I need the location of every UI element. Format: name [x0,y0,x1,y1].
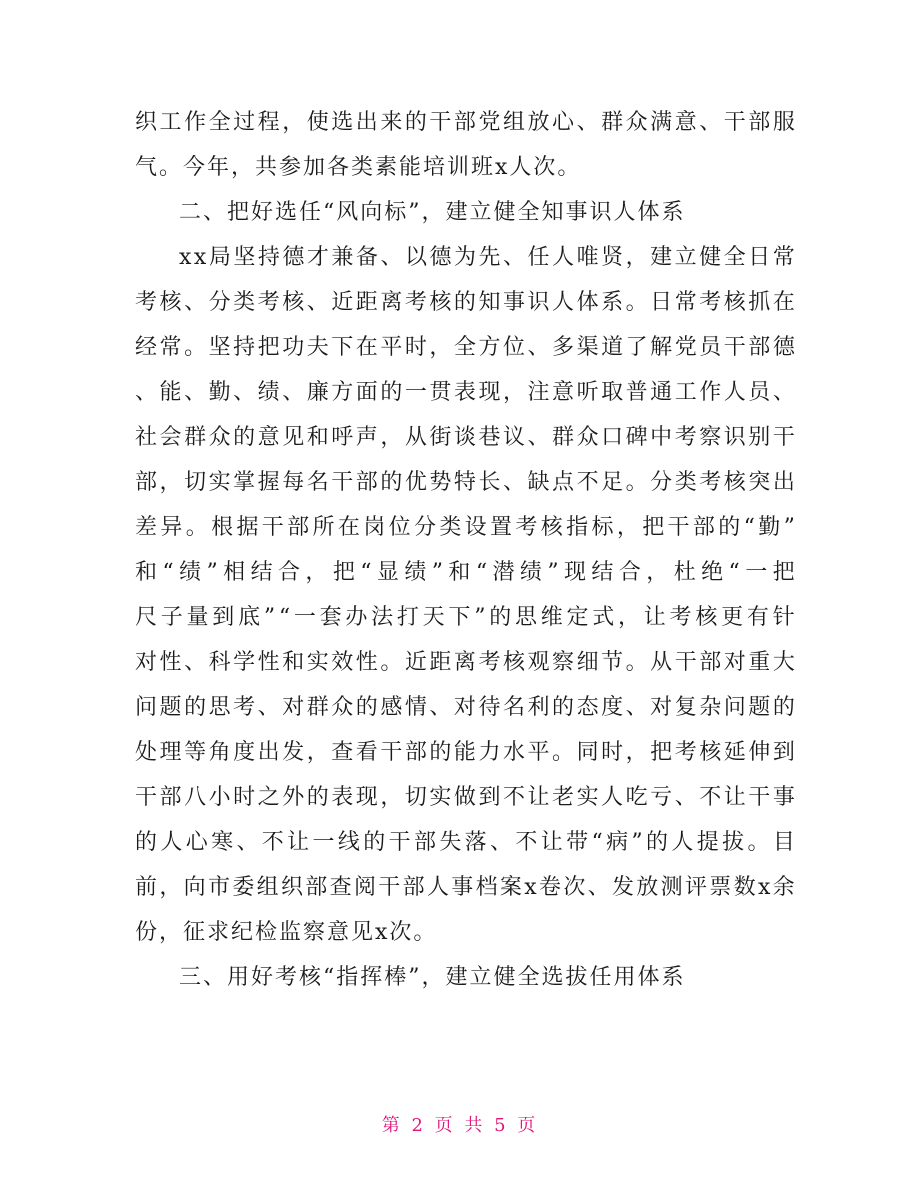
text-line: 气。今年，共参加各类素能培训班x人次。 [135,155,582,180]
text-line: 尺 子 量 到 底 ” “ 一 套 办 法 打 天 下 ” 的 思 维 定 式 ， 让 考 核 更 有 针 [135,605,795,630]
text-line: 问 题 的 思 考 、 对 群 众 的 感 情 、 对 待 名 利 的 态 度 、 对 复 杂 问 题 的 [135,695,795,720]
text-line: 、 能 、 勤 、 绩 、 廉 方 面 的 一 贯 表 现 ， 注 意 听 取 普 通 工 作 人 员 、 [135,380,795,405]
text-line: 的 人 心 寒 、 不 让 一 线 的 干 部 失 落 、 不 让 带 “ 病 ” 的 人 提 拔 。 目 [135,830,795,855]
text-line: x x 局 坚 持 德 才 兼 备 、 以 德 为 先 、 任 人 唯 贤 ， 建 立 健 全 日 常 [179,245,795,270]
text-line: 前 ， 向 市 委 组 织 部 查 阅 干 部 人 事 档 案 x 卷 次 、 发 放 测 评 票 数 x 余 [135,875,795,900]
document-body [135,100,795,1000]
text-line: 考 核 、 分 类 考 核 、 近 距 离 考 核 的 知 事 识 人 体 系 。 日 常 考 核 抓 在 [135,290,795,315]
page-footer: 第 2 页 共 5 页 [381,1115,539,1136]
section-heading: 二、把好选任“风向标”，建立健全知事识人体系 [179,200,686,225]
text-line: 处 理 等 角 度 出 发 ， 查 看 干 部 的 能 力 水 平 。 同 时 ， 把 考 核 延 伸 到 [135,740,795,765]
text-line: 织 工 作 全 过 程 ， 使 选 出 来 的 干 部 党 组 放 心 、 群 众 满 意 、 干 部 服 [135,110,795,135]
text-line: 经 常 。 坚 持 把 功 夫 下 在 平 时 ， 全 方 位 、 多 渠 道 了 解 党 员 干 部 德 [135,335,795,360]
text-line: 干 部 八 小 时 之 外 的 表 现 ， 切 实 做 到 不 让 老 实 人 吃 亏 、 不 让 干 事 [135,785,795,810]
text-line: 份，征求纪检监察意见x次。 [135,920,438,945]
text-line: 社 会 群 众 的 意 见 和 呼 声 ， 从 街 谈 巷 议 、 群 众 口 碑 中 考 察 识 别 干 [135,425,795,450]
text-line: 对 性 、 科 学 性 和 实 效 性 。 近 距 离 考 核 观 察 细 节 。 从 干 部 对 重 大 [135,650,795,675]
text-line: 差 异 。 根 据 干 部 所 在 岗 位 分 类 设 置 考 核 指 标 ， 把 干 部 的 “ 勤 ” [135,515,795,540]
section-heading: 三、用好考核“指挥棒”，建立健全选拔任用体系 [179,965,686,990]
text-line: 部 ， 切 实 掌 握 每 名 干 部 的 优 势 特 长 、 缺 点 不 足 。 分 类 考 核 突 出 [135,470,795,495]
text-line: 和 “ 绩 ” 相 结 合 ， 把 “ 显 绩 ” 和 “ 潜 绩 ” 现 结 合 ， 杜 绝 “ 一 把 [135,560,795,585]
